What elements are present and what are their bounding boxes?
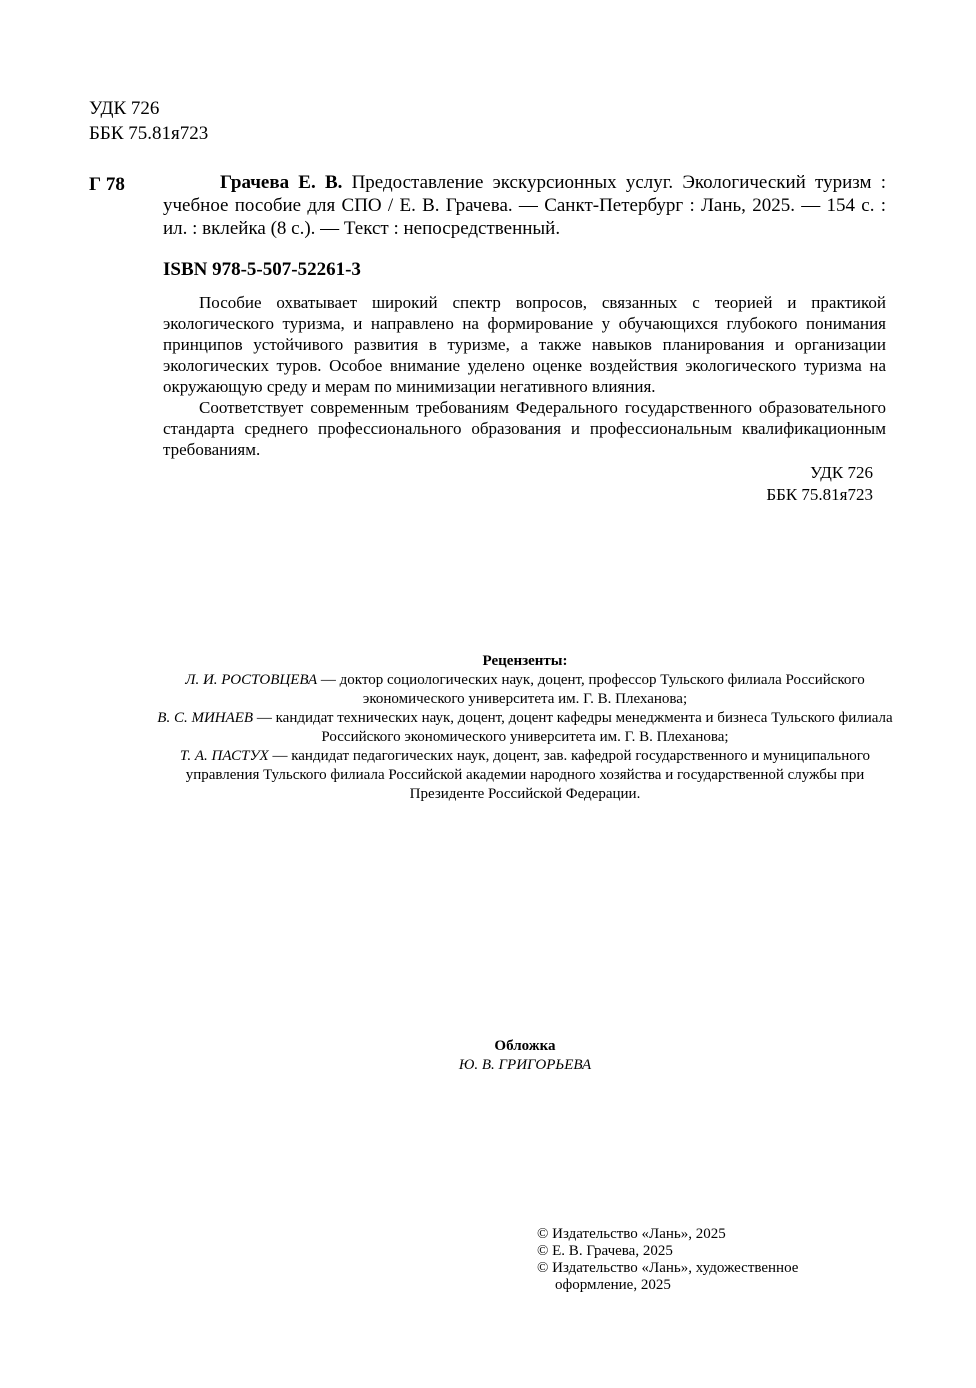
- bbk-code: ББК 75.81я723: [89, 123, 209, 144]
- annotation: [163, 292, 886, 460]
- bbk-code: ББК 75.81я723: [766, 485, 873, 504]
- bibliographic-record: [163, 171, 886, 240]
- reviewers-heading: Рецензенты:: [482, 653, 568, 669]
- reviewer-entry: [150, 709, 900, 747]
- reviewer-description: — доктор социологических наук, доцент, профессор Тульского филиала Российского экономического университета им. Г. В. Плеханова;: [317, 672, 865, 707]
- udk-block-right: [720, 462, 873, 506]
- copyright-block: [537, 1226, 857, 1294]
- record-description: Предоставление экскурсионных услуг. Экологический туризм : учебное пособие для СПО / Е. В. Грачева. — Санкт-Петербург : Лань, 2025. — 154 с. : ил. : вклейка (8 с.). — Текст : непосредственный.: [163, 172, 887, 239]
- reviewer-entry: [150, 671, 900, 709]
- copyright-line: оформление, 2025: [555, 1277, 671, 1293]
- reviewer-name: В. С. МИНАЕВ: [157, 710, 254, 726]
- reviewer-name: Т. А. ПАСТУХ: [179, 748, 269, 764]
- reviewer-description: — кандидат педагогических наук, доцент, зав. кафедрой государственного и муниципального управления Тульского филиала Российской академии народного хозяйства и государственной службы при Президенте Российской Федерации.: [185, 748, 871, 802]
- reviewers-block: [150, 652, 900, 804]
- udk-block-top: [89, 96, 208, 146]
- author-mark: Г 78: [89, 174, 125, 195]
- udk-code: УДК 726: [809, 463, 873, 482]
- copyright-line: © Издательство «Лань», художественное: [537, 1260, 799, 1276]
- annotation-paragraph: Соответствует современным требованиям Федерального государственного образовательного стандарта среднего профессионального образования и профессиональным квалификационным требованиям.: [163, 398, 886, 459]
- author-name: Грачева Е. В.: [220, 172, 343, 193]
- reviewer-name: Л. И. РОСТОВЦЕВА: [185, 672, 318, 688]
- cover-credit: [330, 1037, 720, 1075]
- copyright-line: © Е. В. Грачева, 2025: [537, 1243, 673, 1259]
- copyright-line: © Издательство «Лань», 2025: [537, 1226, 726, 1242]
- isbn: ISBN 978-5-507-52261-3: [163, 259, 361, 280]
- cover-heading: Обложка: [494, 1038, 556, 1054]
- annotation-paragraph: Пособие охватывает широкий спектр вопросов, связанных с теорией и практикой экологического туризма, и направлено на формирование у обучающихся глубокого понимания принципов устойчивого развития в туризме, а также навыков планирования и организации экологических туров. Особое внимание уделено оценке воздействия экологического туризма на окружающую среду и мерам по минимизации негативного влияния.: [163, 293, 886, 396]
- cover-designer: Ю. В. ГРИГОРЬЕВА: [458, 1057, 592, 1073]
- reviewer-description: — кандидат технических наук, доцент, доцент кафедры менеджмента и бизнеса Тульского филиала Российского экономического университета им. Г. В. Плеханова;: [253, 710, 893, 745]
- udk-code: УДК 726: [89, 98, 160, 119]
- reviewer-entry: [150, 747, 900, 804]
